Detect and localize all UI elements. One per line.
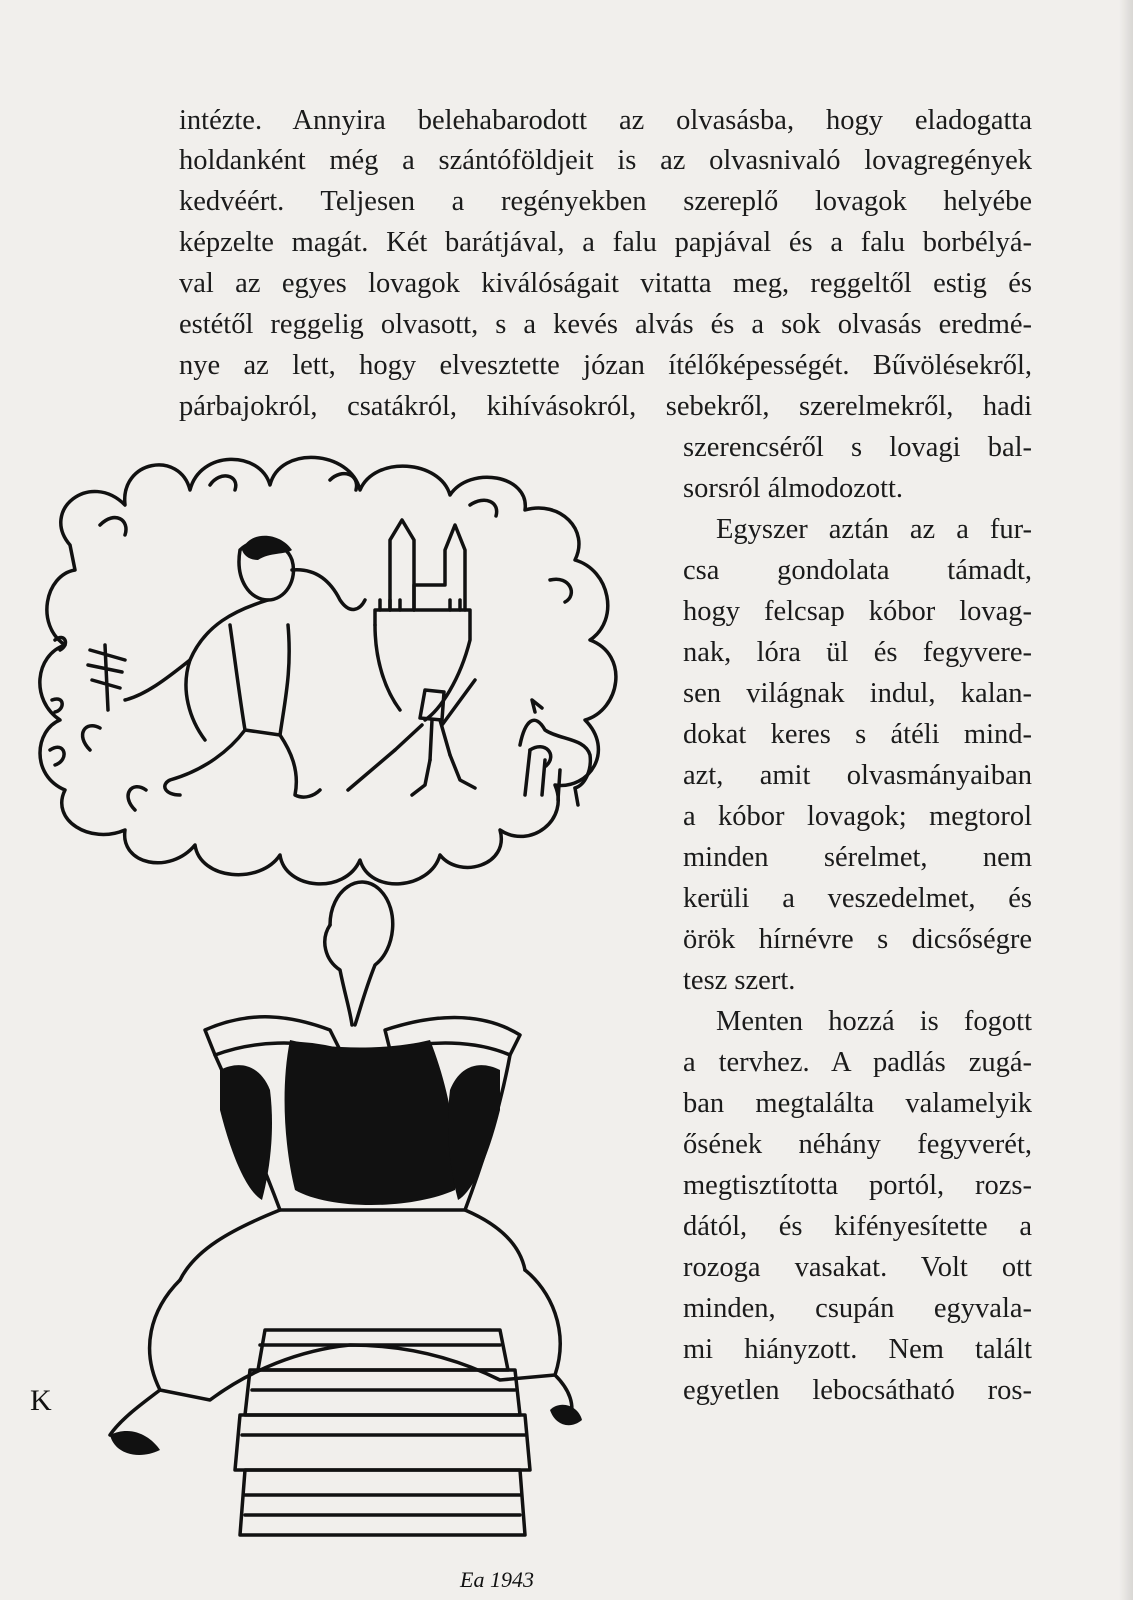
- text-line: csa gondolata támadt,: [683, 555, 1032, 586]
- text-line: sen világnak indul, kalan-: [683, 678, 1032, 709]
- reader-jacket: [285, 1040, 457, 1205]
- text-line: egyetlen lebocsátható ros-: [683, 1375, 1032, 1406]
- text-line: szerencséről s lovagi bal-: [683, 432, 1032, 463]
- text-line: örök hírnévre s dicsőségre: [683, 924, 1032, 955]
- text-line: ban megtalálta valamelyik: [683, 1088, 1032, 1119]
- text-line: mi hiányzott. Nem talált: [683, 1334, 1032, 1365]
- castle-drawing: [390, 520, 414, 610]
- text-line: hogy felcsap kóbor lovag-: [683, 596, 1032, 627]
- giant-figure: [125, 541, 365, 797]
- reader-shoe-right: [550, 1405, 582, 1425]
- text-line: megtisztította portól, rozs-: [683, 1170, 1032, 1201]
- text-line: Menten hozzá is fogott: [716, 1006, 1032, 1037]
- text-line: val az egyes lovagok kiválóságait vitatta meg, reggeltől estig és: [179, 268, 1032, 299]
- text-line: rozoga vasakat. Volt ott: [683, 1252, 1032, 1283]
- text-line: sorsról álmodozott.: [683, 473, 904, 504]
- text-line: párbajokról, csatákról, kihívásokról, sebekről, szerelmekről, hadi: [179, 391, 1032, 422]
- knight-figure: [348, 680, 475, 795]
- text-line: Egyszer aztán az a fur-: [716, 514, 1032, 545]
- text-line: nye az lett, hogy elvesztette józan ítélőképességét. Bűvölésekről,: [179, 350, 1032, 381]
- don-quixote-illustration: [30, 450, 670, 1600]
- text-line: kerüli a veszedelmet, és: [683, 883, 1032, 914]
- text-line: minden sérelmet, nem: [683, 842, 1032, 873]
- text-line: intézte. Annyira belehabarodott az olvasásba, hogy eladogatta: [179, 105, 1032, 136]
- initials-text: K: [30, 1384, 52, 1417]
- text-line: a tervhez. A padlás zugá-: [683, 1047, 1032, 1078]
- text-line: képzelte magát. Két barátjával, a falu papjával és a falu borbélyá-: [179, 227, 1032, 258]
- text-line: minden, csupán egyvala-: [683, 1293, 1032, 1324]
- text-line: estétől reggelig olvasott, s a kevés alvás és a sok olvasás eredmé-: [179, 309, 1032, 340]
- giant-hair: [242, 536, 292, 560]
- signature-date-text: Ea 1943: [460, 1567, 534, 1592]
- text-line: dától, és kifényesítette a: [683, 1211, 1032, 1242]
- text-line: nak, lóra ül és fegyvere-: [683, 637, 1032, 668]
- text-line: ősének néhány fegyverét,: [683, 1129, 1032, 1160]
- reader-shoe-left: [110, 1431, 160, 1455]
- dream-cloud: [40, 457, 616, 884]
- text-line: kedvéért. Teljesen a regényekben szereplő lovagok helyébe: [179, 186, 1032, 217]
- text-line: tesz szert.: [683, 965, 796, 996]
- text-line: dokat keres s átéli mind-: [683, 719, 1032, 750]
- text-line: holdanként még a szántóföldjeit is az olvasnivaló lovagregények: [179, 145, 1032, 176]
- text-line: a kóbor lovagok; megtorol: [683, 801, 1032, 832]
- page-spine-shadow: [1119, 0, 1133, 1600]
- text-line: azt, amit olvasmányaiban: [683, 760, 1032, 791]
